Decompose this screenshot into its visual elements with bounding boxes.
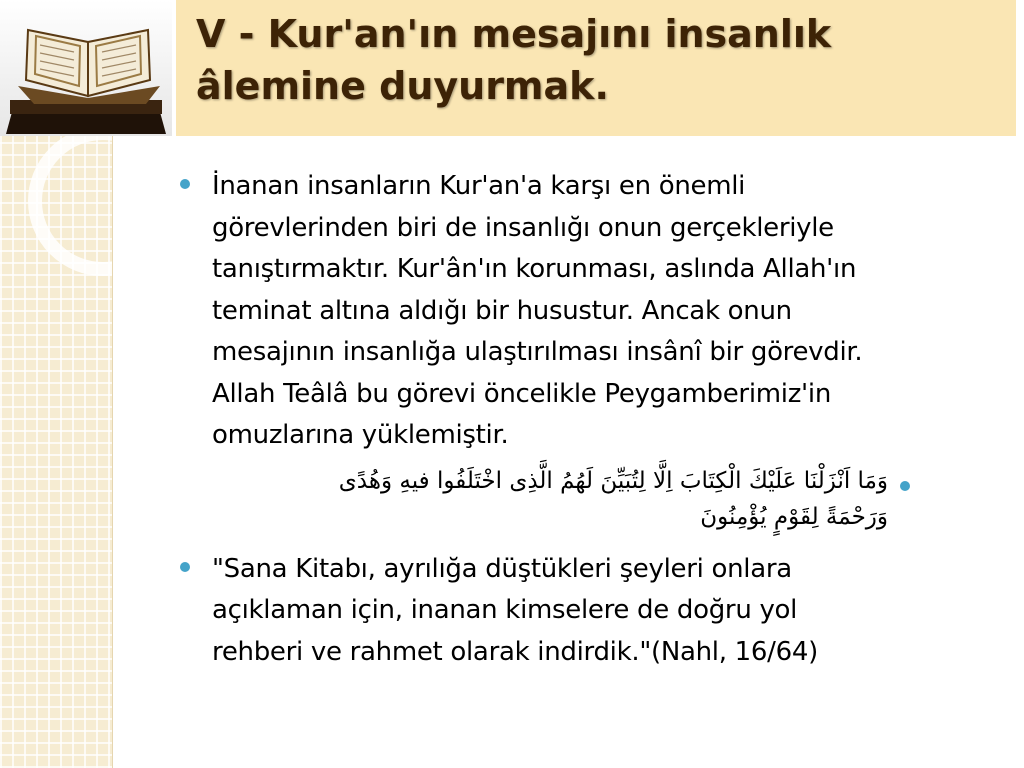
translation-line: "Sana Kitabı, ayrılığa düştükleri şeyleri onlara xyxy=(212,553,792,584)
arabic-line: وَرَحْمَةً لِقَوْمٍ يُؤْمِنُونَ xyxy=(700,503,888,530)
slide-content xyxy=(172,166,992,673)
strip-divider xyxy=(112,136,113,768)
bullet-item-explanation xyxy=(172,166,992,457)
decorative-ring xyxy=(28,136,112,276)
paragraph-line: teminat altına aldığı bir husustur. Ancak onun xyxy=(212,295,792,326)
bullet-icon xyxy=(900,481,910,491)
translation-paragraph xyxy=(212,549,992,674)
title-line-1: V - Kur'an'ın mesajını insanlık xyxy=(196,12,832,56)
arabic-verse xyxy=(172,463,888,535)
explanation-paragraph xyxy=(212,166,992,457)
decorative-side-strip xyxy=(0,136,112,768)
quran-book-image xyxy=(0,0,172,136)
paragraph-line: İnanan insanların Kur'an'a karşı en önemli xyxy=(212,171,746,201)
arabic-line: وَمَا اَنْزَلْنَا عَلَيْكَ الْكِتَابَ اِلَّا لِتُبَيِّنَ لَهُمُ الَّذِى اخْتَلَفُوا فيهِ وَهُدًى xyxy=(338,467,888,494)
bullet-icon xyxy=(180,562,190,572)
paragraph-line: omuzlarına yüklemiştir. xyxy=(212,420,509,450)
slide-title xyxy=(196,8,996,112)
open-book-icon xyxy=(0,0,172,136)
paragraph-line: görevlerinden biri de insanlığı onun gerçekleriyle xyxy=(212,212,834,243)
bullet-item-arabic-verse xyxy=(172,463,992,535)
paragraph-line: mesajının insanlığa ulaştırılması insânî bir görevdir. xyxy=(212,337,863,367)
paragraph-line: tanıştırmaktır. Kur'ân'ın korunması, aslında Allah'ın xyxy=(212,254,857,284)
bullet-icon xyxy=(180,179,190,189)
title-line-2: âlemine duyurmak. xyxy=(196,64,609,108)
translation-line: rehberi ve rahmet olarak indirdik."(Nahl, 16/64) xyxy=(212,636,818,667)
bullet-item-translation xyxy=(172,549,992,674)
translation-line: açıklaman için, inanan kimselere de doğru yol xyxy=(212,595,798,625)
paragraph-line: Allah Teâlâ bu görevi öncelikle Peygamberimiz'in xyxy=(212,378,831,409)
